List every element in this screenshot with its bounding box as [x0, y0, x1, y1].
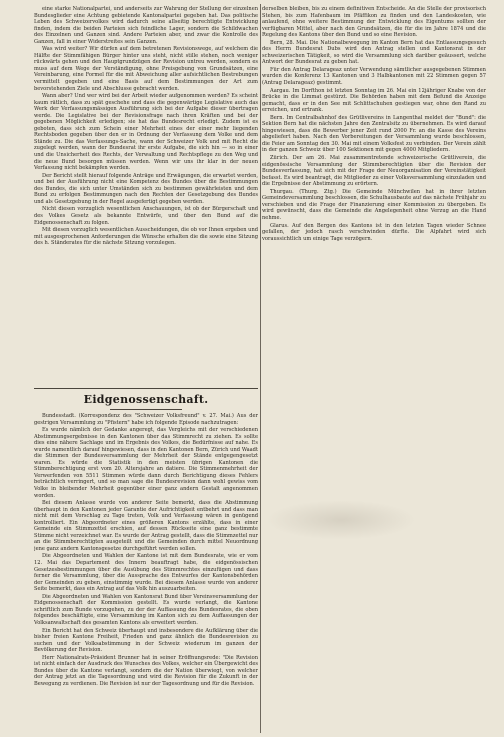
paragraph: Thurgau. (Thurg. Ztg.) Die Gemeinde Münchwilen hat in ihrer letzten Gemeindeversammlung beschlossen, die Schulhausbaute auf das nächste Frühjahr zu verschieben und die Frage der Finanzierung einer Kommission zu übergeben. Es wird gewünscht, dass die Gemeinde die Angelegenheit ohne Verzug an die Hand nehme. [262, 188, 486, 221]
paragraph: Die Abgeordneten und Wahlen von Kantonsrat Bund über Vereinsversammlung der Eidgenossenschaft der Kommission gestellt. Es wurde verlangt, die Kantone schriftlich zum Bunde vorzugehen, zu der der Auffassung des Bundesrates, die oben folgendes beschäftigte, eine Versammlung im Kanton sich zu dem Auffassungen der Volksanwaltschaft des gesamten Kantons als erweitert werden. [34, 593, 258, 626]
paragraph: Bundesstadt. (Korrespondenz des "Schweizer Volksfreund" v. 27. Mai.) Aus der gestrigen Versammlung zu "Pfistern" habe ich folgende Episode nachzutragen: [34, 413, 258, 426]
section-heading: Eidgenossenschaft. [83, 393, 209, 406]
paragraph: Nicht diesen vorzuglich wesentlichen Anschauungen, ist ob der Bürgerschaft und des Volkes Gesetz als bekannte Entwürfe, und über den Bund auf die Eidgenossenschaft zu folgen. [34, 206, 258, 226]
paragraph: Es wurde nämlich der Gedanke angeregt, das Vergleichs mit der verschiedenen Abstimmungsergebnisse in den Kantonen über das Stimmrecht zu ziehen. Es sollte dies eine nähere Sachlage und im Ergebnis des Volkes, die Bedürfnisse auf nahe. Es wurde namentlich darauf hingewiesen, dass in den Kantonen Bern, Zürich und Waadt die Stimmen der Bundesversammlung der Mehrheit der Stände entgegengesetzt waren. Es würde die Statistik in den meisten übrigen Kantonen die Stimmberechtigung erst vom 20. Altersjahre an datiere. Die Stimmenmehrheit der Verwerfenden von 5511 Stimmen würde dann durch Berichtigung dieses Fehlers beträchtlich verringert, und so man sage die Bundesrevision dann wohl gewiss vom Volke in bleibender Mehrheit gegenüber einer ganz andern Gestalt angenommen worden. [34, 427, 258, 499]
paragraph: Ein Bericht hat den Schweiz überhaupt und insbesondere die Aufklärung über die bisher freien Kantone Freiheit, Frieden und ganz ähnlich die Bundesrevision zu suchen und der Volksabstimmung in der Schweiz wiederum im ganzen der Bevölkerung der Revision. [34, 627, 258, 654]
paragraph: Wann aber? Und wer wird bei der Arbeit wieder aufgenommen werden? Es scheint kaum rätlich, dass zu spät geschehe und dass die gegenwärtige Legislative auch das Werk der Verfassungsmässigen Ausführung sich bei der Aufgabe dieser übertragen werde. Die Legislative bei der Revisionsfrage nach ihren Kräften und bei der gegebenen Möglichkeit erledigen; sie hat das Bundesrecht erledigt. Zudem ist es geboten, dass sich zum Schein einer Mehrheit eines der einer mehr liegenden Rechtsboden gegeben über den er in Ordnung der Verfassung dem Volke und dem Stände zu. Die das Verfassungs-Sache, wann der Schweizer Volk und mit Recht die zugelegt werden, wann der Bundesrat ihr erste Aufgabe, die sich hin — so in einer und die Unsicherheit des Rechts, der Verwaltung und Rechtspflege zu den Weg und die neue Bund besorgen müssen werden. Wenn wir uns ihr klar in der neuen Verfassung nicht bekämpfen werden. [34, 93, 258, 172]
section-rule-top [34, 388, 258, 389]
section-rule-bottom [110, 409, 182, 410]
column-divider [260, 4, 261, 733]
paragraph: Für den Antrag Delarageaz unter Verwendung sämtlicher ausgegebenen Stimmen wurden die Konferenz 13 Kantonen und 3 Halbkantonen mit 22 Stimmen gegen 57 (Antrag Delarageaz) gestimmt. [262, 66, 486, 87]
paragraph: Herr Nationalrats-Präsident Brunner hat in seiner Eröffnungsrede: "Die Revision ist nicht einfach der Ausdruck des Wunsches des Volkes, welcher ein Übergewicht des Bundes über die Kantone verlangt, sondern die der Nation überwiegt, von welcher der Antrag jetzt an die Tagesordnung und wird die Revision für die Zukunft in der Bewegung zu verdienen. Die Revision ist nur der Tagesordnung und für die Revision. [34, 654, 258, 687]
left-column-lower-text [34, 413, 258, 731]
paragraph: Aargau. Im Dorfthon ist letzten Sonntag im 26. Mai ein 12jähriger Knabe von der Brücke in die Limmat gestürzt. Die Behörden haben mit dem Befund die Anzeige gemacht, dass er in den See mit Schlittschuhen gestiegen war, ohne den Rand zu erreichen, und ertrank. [262, 87, 486, 114]
paragraph: Zürich. Der am 26. Mai zusammentretende schweizerische Grütliverein, die eidgenössische Versammlung der Stimmberechtigten über die Revision der Bundesverfassung, hat sich mit der Frage der Neuorganisation der Vereinstätigkeit befasst. Es wird beantragt, die Mitglieder zu einer Volksversammlung einzuladen und die Ergebnisse der Abstimmung zu erörtern. [262, 155, 486, 188]
paragraph: Mit diesen vorzuglich wesentlichen Ausscheidungen, die ob vor Ihnen ergeben und mit ausgesprochenen Anforderungen die Wünsche erhalten die die sowie eine Sitzung des h. Ständerates für die nächste Sitzung vorzulegen. [34, 227, 258, 247]
paragraph: eine starke Nationalpartei, und anderseits zur Wahrung der Stellung der einzelnen Bundesglieder eine Achtung gebietende Kantonalpartei gegeben hat. Das politische Leben des Schweizervolkes wird dadurch seine allseitig berechtigte Entwicklung finden, indem die beiden Parteien sich feindliche Lager, sondern die Schildwachen des Einzelnen und Ganzen sind. Andere Parteien aber, und zwar die Kontrolle des Ganzen, fall in einer Widerstreites sein Ganzen. [34, 6, 258, 45]
paragraph: derselben bleiben, bis zu einem definitiven Entscheide. An die Stelle der provisorisch Stehen, bis zum Hafenbaum im Pfäffikon zu finden und den Landeskosten, wie anlaufend, ohne weitere Bestimmung der Entwicklung des Eigentums sollten der verfügbaren Mittel, aber nach den Grundsätzen, die für die im Jahre 1874 und die Regelung des Kantons über den Bund und so eine Revision. [262, 6, 486, 39]
right-column-text [262, 6, 486, 731]
paragraph: Glarus. Auf den Bergen des Kantons ist in den letzten Tagen wieder Schnee gefallen, der jedoch rasch verschwinden dürfte. Die Alpfahrt wird sich voraussichtlich um einige Tage verzögern. [262, 222, 486, 242]
paragraph: Der Bericht stellt hierauf folgende Anträge und Erwägungen, die erwartet werden, und bei der Ausführung nicht eine Kompetenz des Bundes über die Bestimmungen des Bundes, die sich unter Umständen sich zu bestimmen gewährleisten und dem Bund zu erfolgen Bestimmungen nach den Rechten der Gesetzgebung des Bundes und als Gesetzgebung in der Regel ausgefertigt gegeben werden. [34, 172, 258, 205]
left-column-upper-text [34, 6, 258, 384]
paragraph: Was wird weiter? Wir dürfen auf dem betretenen Revisionswege, auf welchem die Hälfte der Stimmfähigen Bürger hinter uns steht, nicht stille stehen, noch weniger rückwärts gehen und den Hauptgrundzügen der Revision untreu werden, sondern es muss auf dem Wege der Verständigung, ohne Preisgebung von Grundsätzen, eine Vereinbarung, eine Formel für die mit Abweichung aller aufsichtlichen Bestrebungen vermittelt gegeben und eine Basis auf dem Bestimmungen der Art zum bevorstehenden Ziele und Abschlusse gebracht werden. [34, 46, 258, 92]
paragraph: Die Abgeordneten und Wahlen der Kantone ist mit dem Bundesrate, wie er vom 12. Mai das Departement des Innern beauftragt habe, die eidgenössischen Gesetzesbestimmungen über die Ausübung des Stimmrechtes einzufügen und dass ferner die Versammlung, über die Aussprache des Entwurfes der Kantonsbehörden der Gemeinden zu geben, einstimmig wurde. Bei diesem Anlasse wurde von anderer Seite bemerkt, dass ein Antrag auf das Volk hin auszuarbeiten. [34, 553, 258, 593]
paragraph: Bern, 28. Mai. Die Nationalbewegung im Kanton Bern hat das Entlassungsgesuch des Herrn Bundesrat Dubs wird den Antrag stellen und Kantonsrat in der schweizerischen Tätigkeit, so wird die Versammlung sich darüber geäussert, welche Antwort der Bundesrat zu geben hat. [262, 39, 486, 66]
paragraph: Bei diesem Anlasse wurde von anderer Seite bemerkt, dass die Abstimmung überhaupt in den Kantonen jeder Garantie der Aufrichtigkeit entbehrt und dass man nicht mit dem Vorschlag zu Tage treten, Volk und Verfassung wären in genügend kontrolliert. Ein Abgeordneter eines größeren Kantons erzählte, dass in einer Gemeinde ein Stimmzettel erschien, auf dessen Rückseite eine ganz bestimmte Stimme nicht verzeichnet war. Es wurde der Antrag gestellt, dass die Stimmzettel nur an die Stimmberechtigten ausgeteilt und die Gemeinden durch mittel Neuordnung jene ganz andern Kantonsgesetze durchgeführt werden sollen. [34, 500, 258, 552]
paragraph: Bern. Im Centralbahnhof des Grütlivereins in Langenthal meldet der "Bund": die Sektion Bern hat die nächsten Jahre den Zentralsitz zu übernehmen. Es wird darauf hingewiesen, dass die Bewerber jener Zeit rund 2000 Fr. an die Kasse des Vereins abgeliefert haben. Nach den Vorbereitungen der Versammlung wurde beschlossen, die Feier am Sonntag den 30. Mai mit einem Volksfest zu verbinden. Der Verein zählt in der ganzen Schweiz über 100 Sektionen mit gegen 4000 Mitgliedern. [262, 114, 486, 154]
